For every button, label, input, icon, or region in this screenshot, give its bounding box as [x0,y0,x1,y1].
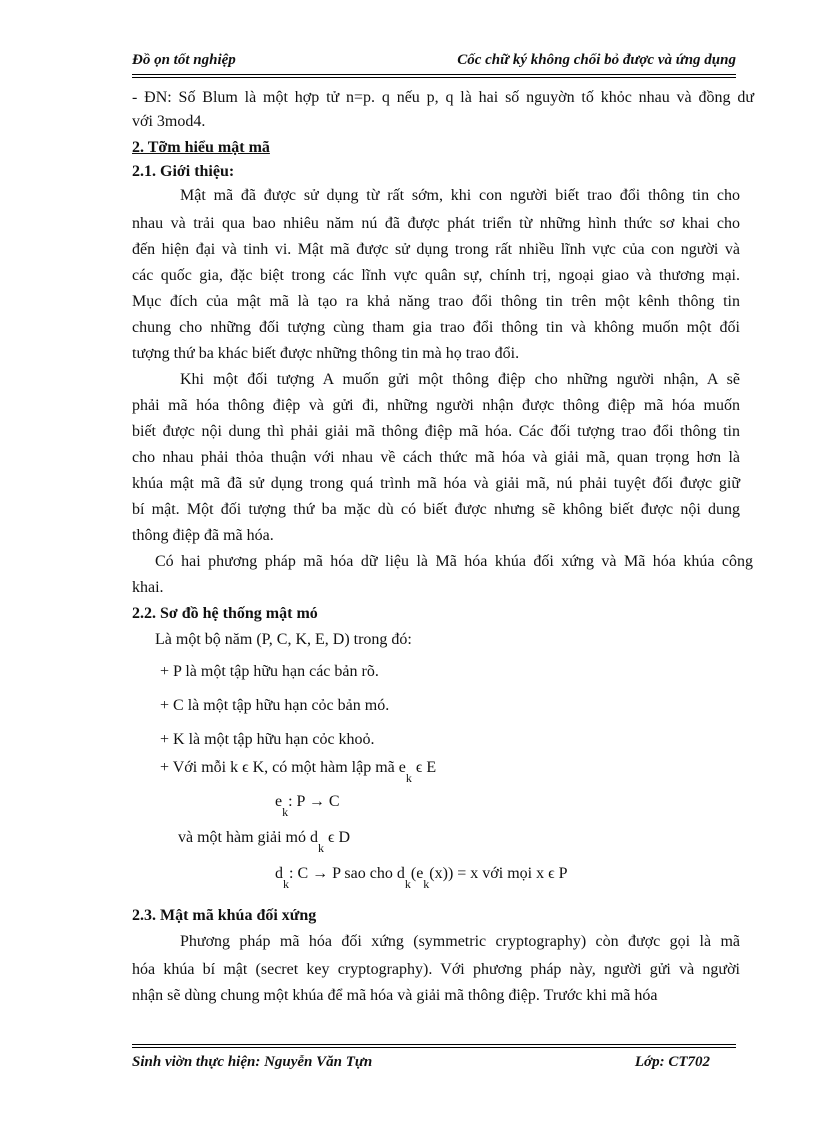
math-line: và một hàm giải mó $d_k$ ϵ D [178,829,351,855]
page-header [132,52,736,72]
para-line: Mục đích của mật mã là tạo ra khả năng trao đổi thông tin trên một kênh thông tin [132,293,740,310]
footer-left: Sinh viờn thực hiện: Nguyễn Văn Tựn [132,1054,373,1070]
page-footer [132,1054,710,1074]
para-line: cho nhau phải thỏa thuận với nhau về cách thức mã hóa và giải mã, quan trọng hơn là [132,449,740,466]
header-right: Cốc chữ ký không chối bỏ được và ứng dụng [457,52,736,68]
math-line: $d_k$: C → P sao cho $d_k(e_k(x)) = x$ với mọi x ϵ P [275,865,568,891]
math-line: + Với mỗi k ϵ K, có một hàm lập mã $e_k$ ϵ E [160,759,437,785]
math-line: $e_k$: P → C [275,793,340,819]
header-left: Đồ ọn tốt nghiệp [132,52,236,68]
para-line: hóa khúa bí mật (secret key cryptography). Với phương pháp này, người gửi và người [132,961,740,978]
para-line: Là một bộ năm (P, C, K, E, D) trong đó: [155,631,412,648]
subsection-heading: 2.1. Giới thiệu: [132,163,235,180]
footer-rule-2 [132,1047,736,1048]
para-line: bí mật. Một đối tượng thứ ba mặc dù có biết được nhưng sẽ không biết được nội dung [132,501,740,518]
para-line: phải mã hóa thông điệp và gửi đi, những người nhận được thông điệp mã hóa muốn [132,397,740,414]
para-line: nhau và trải qua bao nhiêu năm nú đã được phát triển từ những hình thức sơ khai cho [132,215,740,232]
para-line: khúa mật mã đã sử dụng trong quá trình mã hóa và giải mã, nú phải tuyệt đối được giữ [132,475,740,492]
para-line: - ĐN: Số Blum là một hợp tử n=p. q nếu p, q là hai số nguyờn tố khỏc nhau và đồng dư [132,89,754,106]
header-rule-2 [132,77,736,78]
para-line: tượng thứ ba khác biết được những thông tin mà họ trao đổi. [132,345,520,362]
para-line: chung cho những đối tượng cùng tham gia trao đổi thông tin và không muốn một đối [132,319,740,336]
para-line: nhận sẽ dùng chung một khúa để mã hóa và giải mã thông điệp. Trước khi mã hóa [132,987,658,1004]
footer-right: Lớp: CT702 [634,1054,710,1070]
list-item: + K là một tập hữu hạn cỏc khoỏ. [160,731,375,748]
para-line: thông điệp đã mã hóa. [132,527,274,544]
para-line: với 3mod4. [132,113,206,130]
section-heading: 2. Tỡm hiểu mật mã [132,139,270,156]
para-line: khai. [132,579,164,596]
para-line: biết được nội dung thì phải giải mã thông điệp mã hóa. Các đối tượng trao đổi thông tin [132,423,740,440]
para-line: Phương pháp mã hóa đối xứng (symmetric cryptography) còn được gọi là mã [180,933,740,950]
footer-rule [132,1044,736,1045]
para-line: đến hiện đại và tinh vi. Mật mã được sử dụng trong rất nhiều lĩnh vực của con người và [132,241,740,258]
subsection-heading: 2.3. Mật mã khúa đối xứng [132,907,317,924]
para-line: các quốc gia, đặc biệt trong các lĩnh vực quân sự, chính trị, ngoại giao và thương mại. [132,267,740,284]
list-item: + C là một tập hữu hạn cỏc bản mó. [160,697,390,714]
subsection-heading: 2.2. Sơ đồ hệ thống mật mó [132,605,318,622]
para-line: Mật mã đã được sử dụng từ rất sớm, khi con người biết trao đổi thông tin cho [180,187,740,204]
header-rule [132,74,736,75]
para-line: Có hai phương pháp mã hóa dữ liệu là Mã hóa khúa đối xứng và Mã hóa khúa công [155,553,753,570]
para-line: Khi một đối tượng A muốn gửi một thông điệp cho những người nhận, A sẽ [180,371,740,388]
list-item: + P là một tập hữu hạn các bản rõ. [160,663,379,680]
